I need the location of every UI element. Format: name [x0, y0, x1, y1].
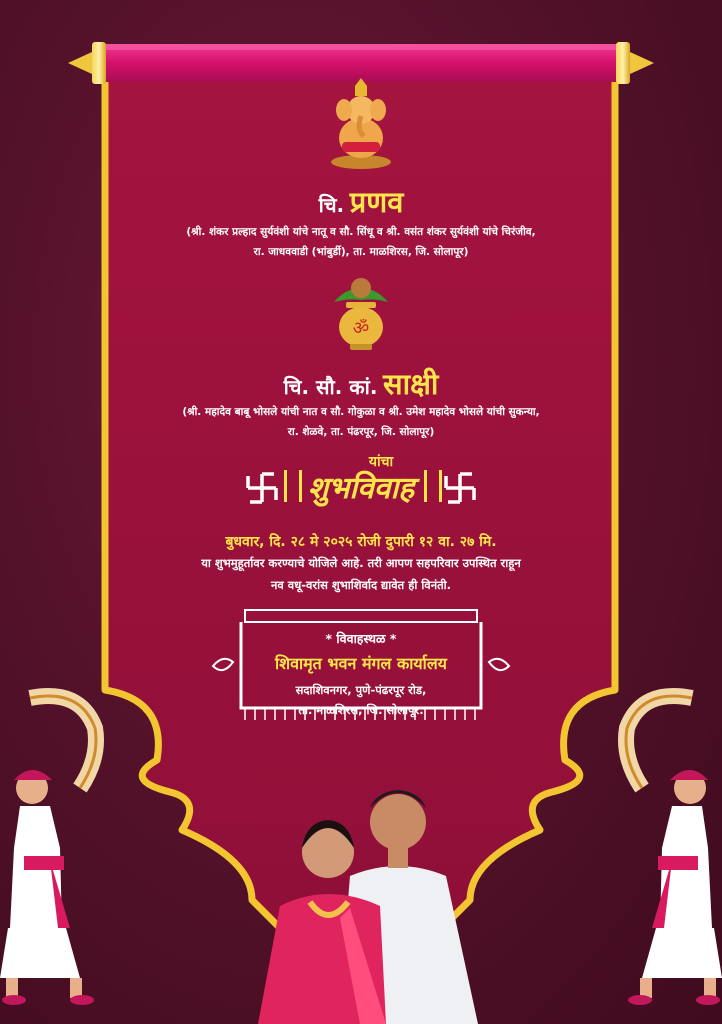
- venue-name: शिवामृत भवन मंगल कार्यालय: [275, 654, 447, 673]
- event-line-1: या शुभमुहूर्तावर करण्याचे योजिले आहे. तरी आपण सहपरिवार उपस्थित राहून: [201, 556, 521, 570]
- tutari-player-icon: [602, 688, 722, 1008]
- title-small: यांचा: [368, 454, 394, 470]
- bride-address: रा. शेळवे, ता. पंढरपूर, जि. सोलापूर): [287, 426, 435, 438]
- venue-address-1: सदाशिवनगर, पुणे-पंढरपूर रोड,: [295, 683, 427, 697]
- ganesha-icon: [328, 78, 394, 170]
- event-line-2: नव वधू-वरांस शुभाशिर्वाद द्यावेत ही विनंती.: [271, 578, 451, 592]
- couple-photo: [250, 778, 482, 1024]
- svg-text:ॐ: ॐ: [352, 318, 370, 339]
- event-date: बुधवार, दि. २८ मे २०२५ रोजी दुपारी १२ वा. २७ मि.: [225, 534, 497, 550]
- groom-prefix: चि.: [318, 193, 345, 217]
- venue-label: * विवाहस्थळ *: [325, 631, 397, 646]
- groom-parents: (श्री. शंकर प्रल्हाद सुर्यवंशी यांचे नातू व सौ. सिंधू व श्री. वसंत शंकर सुर्यवंशी यांचे चिरंजीव,: [186, 226, 536, 238]
- groom-name-line: [0, 182, 722, 221]
- tutari-player-icon: [0, 688, 120, 1008]
- bride-prefix: चि. सौ. कां.: [283, 375, 378, 399]
- bride-name: साक्षी: [383, 367, 439, 401]
- kalash-om-icon: [328, 272, 394, 352]
- bride-parents: (श्री. महादेव बाबू भोसले यांची नात व सौ. गोकुळा व श्री. उमेश महादेव भोसले यांची सुकन्या,: [182, 406, 540, 418]
- groom-name: प्रणव: [349, 185, 404, 219]
- title-shubh-vivah: शुभविवाह: [307, 471, 415, 506]
- groom-address: रा. जाधववाडी (भांबुर्डी), ता. माळशिरस, जि. सोलापूर): [253, 246, 469, 258]
- bride-name-line: [0, 364, 722, 403]
- venue-address-2: ता. माळशिरस, जि. सोलापूर.: [298, 703, 424, 717]
